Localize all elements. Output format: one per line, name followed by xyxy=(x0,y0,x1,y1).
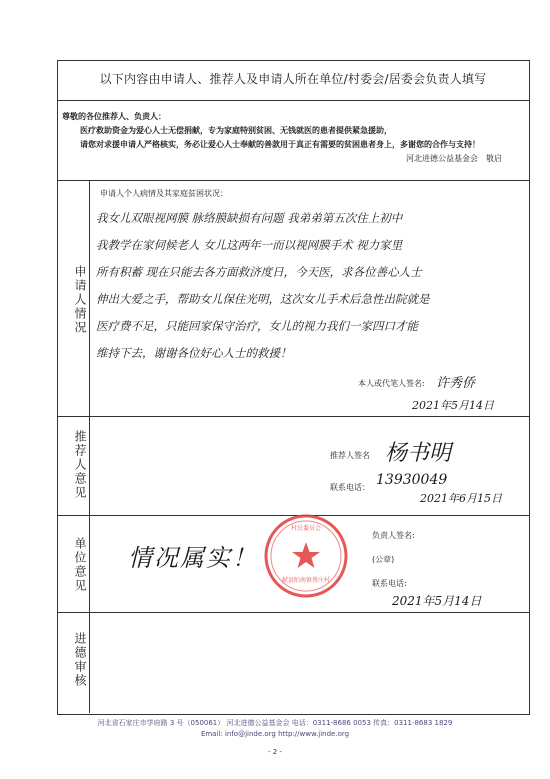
unit-date: 2021年5月14日 xyxy=(392,594,482,608)
hw-line: 维持下去，谢谢各位好心人士的救援！ xyxy=(96,346,292,360)
unit-seal-label: (公章) xyxy=(372,555,395,564)
notice-line2: 请您对求援申请人严格核实，务必让爱心人士奉献的善款用于真正有需要的贫困患者身上，多谢您的合作与支持！ xyxy=(80,140,480,149)
footer-address: 河北省石家庄市学府路 3 号（050061） 河北进德公益基金会 电话：0311-8686 0053 传真：0311-8683 1829 xyxy=(97,719,453,727)
notice-signature: 河北进德公益基金会 敬启 xyxy=(406,154,502,163)
applicant-signer-name: 许秀侨 xyxy=(436,376,476,391)
applicant-handwriting xyxy=(96,205,524,367)
unit-head-sign-label: 负责人签名: xyxy=(372,531,415,540)
applicant-signer-label: 本人或代笔人签名: xyxy=(358,379,425,388)
recommender-phone-label: 联系电话： xyxy=(330,483,370,492)
recommender-phone: 13930049 xyxy=(376,472,448,488)
notice-greeting: 尊敬的各位推荐人、负责人： xyxy=(62,112,166,121)
divider xyxy=(57,416,529,417)
hw-line: 我教学在家伺候老人 女儿这两年一而以视网膜手术 视力家里 xyxy=(96,238,403,252)
hw-line: 所有积蓄 现在只能去各方面救济度日，今天医，求各位善心人士 xyxy=(96,265,422,279)
notice-block xyxy=(62,110,522,166)
hw-line: 医疗费不足，只能回家保守治疗，女儿的视力我们一家四口才能 xyxy=(96,319,418,333)
recommender-sign-label: 推荐人签名 xyxy=(330,451,370,460)
svg-text:献县陌南镇蔡庄村: 献县陌南镇蔡庄村 xyxy=(281,577,331,584)
recommender-sign-name: 杨书明 xyxy=(385,441,452,466)
applicant-date: 2021年5月14日 xyxy=(412,399,494,412)
applicant-label: 申请人情况 xyxy=(73,265,87,335)
recommender-label: 推荐人意见 xyxy=(73,430,87,500)
unit-phone-label: 联系电话: xyxy=(372,579,407,588)
divider xyxy=(57,612,529,613)
notice-line1: 医疗救助资金为爱心人士无偿捐献，专为家庭特别贫困、无钱就医的患者提供紧急援助， xyxy=(80,126,392,135)
hw-line: 我女儿双眼视网膜 脉络膜缺损有问题 我弟弟第五次住上初中 xyxy=(96,211,403,225)
footer-contact: Email: info@jinde.org http://www.jinde.org xyxy=(200,730,350,738)
header-title: 以下内容由申请人、推荐人及申请人所在单位/村委会/居委会负责人填写 xyxy=(99,72,487,86)
official-seal xyxy=(262,512,350,600)
unit-label: 单位意见 xyxy=(73,537,87,593)
applicant-prompt: 申请人个人病情及其家庭贫困状况： xyxy=(100,189,228,198)
jinde-label: 进德审核 xyxy=(73,632,87,688)
divider xyxy=(57,180,529,181)
label-column-divider xyxy=(89,180,90,713)
svg-text:村民委员会: 村民委员会 xyxy=(290,525,322,532)
recommender-date: 2021年6月15日 xyxy=(420,492,502,505)
page-number: - 2 - xyxy=(268,748,282,756)
unit-opinion: 情况属实！ xyxy=(128,544,258,572)
hw-line: 伸出大爱之手，帮助女儿保住光明，这次女儿手术后急性出院就是 xyxy=(96,292,430,306)
divider xyxy=(57,100,529,101)
